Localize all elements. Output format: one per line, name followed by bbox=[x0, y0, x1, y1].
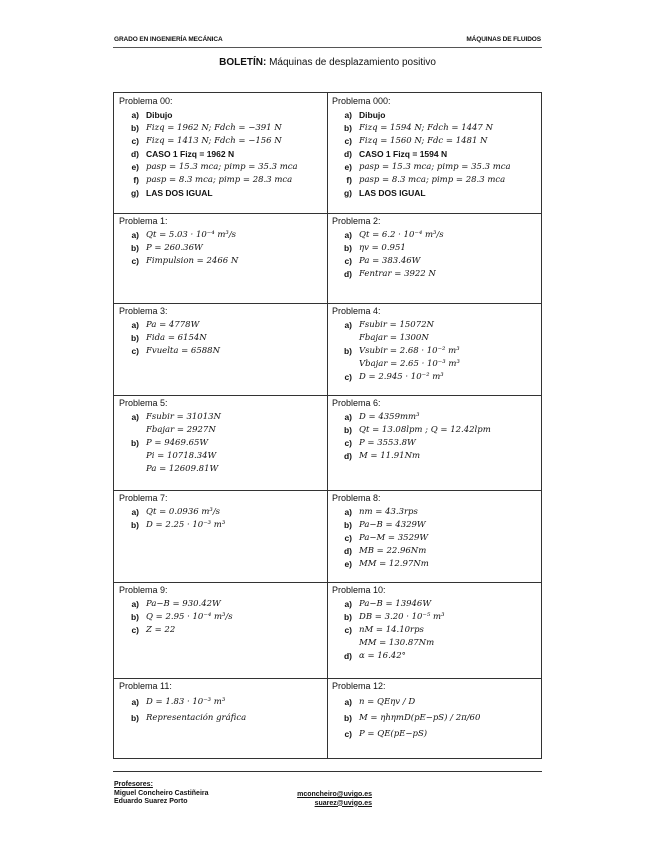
answer-value: Qt = 0.0936 m³/s bbox=[146, 507, 221, 517]
answer-value: Pi = 10718.34W bbox=[146, 451, 217, 461]
header-divider bbox=[113, 47, 542, 48]
answer-value: Qt = 13.08lpm ; Q = 12.42lpm bbox=[359, 425, 491, 435]
answer-value: Pa−M = 3529W bbox=[359, 533, 429, 543]
answer-value: Fvuelta = 6588N bbox=[146, 346, 221, 356]
answer-item bbox=[119, 450, 323, 463]
answer-value: Fbajar = 1300N bbox=[359, 333, 429, 343]
email-block bbox=[282, 791, 372, 808]
email-link[interactable]: suarez@uvigo.es bbox=[314, 799, 372, 807]
answer-item bbox=[332, 358, 537, 371]
answer-value: Vbajar = 2.65 · 10⁻³ m³ bbox=[359, 359, 460, 369]
answer-value: Pa = 12609.81W bbox=[146, 464, 219, 474]
answer-letter bbox=[119, 450, 146, 463]
answer-value: α = 16.42° bbox=[359, 651, 406, 661]
answer-value: Representación gráfica bbox=[146, 713, 247, 723]
answer-letter: a) bbox=[131, 320, 139, 330]
answer-letter: a) bbox=[131, 599, 139, 609]
answer-item bbox=[332, 694, 537, 710]
answer-item bbox=[119, 187, 323, 200]
answer-list bbox=[119, 694, 323, 726]
answer-item bbox=[119, 598, 323, 611]
problem-cell bbox=[114, 213, 327, 303]
answer-item bbox=[332, 650, 537, 663]
answer-item bbox=[332, 229, 537, 242]
answer-letter: c) bbox=[344, 729, 352, 739]
answer-item bbox=[119, 319, 323, 332]
answer-value: P = QE(pE−pS) bbox=[359, 729, 428, 739]
answer-list bbox=[119, 598, 323, 637]
answer-item bbox=[332, 109, 537, 122]
answer-list bbox=[332, 506, 537, 571]
professor-name: Eduardo Suarez Porto bbox=[114, 798, 188, 805]
answer-letter: a) bbox=[344, 230, 352, 240]
answer-value: Fizq = 1962 N; Fdch = −391 N bbox=[146, 123, 282, 133]
answer-value: Q = 2.95 · 10⁻⁴ m³/s bbox=[146, 612, 233, 622]
header-right: MÁQUINAS DE FLUIDOS bbox=[466, 36, 541, 43]
answer-value: Z = 22 bbox=[146, 625, 176, 635]
answer-letter: a) bbox=[344, 412, 352, 422]
answer-value: nM = 14.10rps bbox=[359, 625, 424, 635]
answer-value: Qt = 5.03 · 10⁻⁴ m³/s bbox=[146, 230, 237, 240]
answer-item bbox=[332, 319, 537, 332]
answer-value: D = 2.945 · 10⁻² m³ bbox=[359, 372, 444, 382]
answer-letter bbox=[332, 637, 359, 650]
answer-letter: a) bbox=[344, 697, 352, 707]
answer-item bbox=[332, 558, 537, 571]
answer-item bbox=[332, 268, 537, 281]
answer-letter: e) bbox=[344, 162, 352, 172]
answer-item bbox=[332, 506, 537, 519]
answer-list bbox=[332, 319, 537, 384]
answer-item bbox=[119, 694, 323, 710]
answer-letter: f) bbox=[346, 175, 352, 185]
answer-value: ηv = 0.951 bbox=[359, 243, 406, 253]
problem-title: Problema 3: bbox=[119, 306, 168, 316]
answer-letter: g) bbox=[343, 188, 352, 198]
problem-title: Problema 1: bbox=[119, 216, 168, 226]
problem-title: Problema 6: bbox=[332, 398, 381, 408]
answer-letter: b) bbox=[343, 713, 352, 723]
answer-letter: a) bbox=[344, 507, 352, 517]
answer-list bbox=[119, 109, 323, 200]
answer-letter: c) bbox=[131, 136, 139, 146]
answer-value: pasp = 15.3 mca; pimp = 35.3 mca bbox=[359, 162, 511, 172]
answer-letter: b) bbox=[130, 520, 139, 530]
answer-item bbox=[332, 624, 537, 637]
title-text: Máquinas de desplazamiento positivo bbox=[266, 57, 436, 68]
answer-letter: d) bbox=[130, 149, 139, 159]
answer-value: Fizq = 1560 N; Fdc = 1481 N bbox=[359, 136, 488, 146]
answer-item bbox=[332, 545, 537, 558]
answer-item bbox=[119, 710, 323, 726]
answer-letter: b) bbox=[343, 346, 352, 356]
answer-item bbox=[119, 624, 323, 637]
answer-letter bbox=[119, 463, 146, 476]
answer-letter: c) bbox=[344, 438, 352, 448]
answer-list bbox=[332, 411, 537, 463]
answer-item bbox=[119, 161, 323, 174]
answer-value: nm = 43.3rps bbox=[359, 507, 418, 517]
answer-value: Fida = 6154N bbox=[146, 333, 207, 343]
answer-letter: d) bbox=[343, 149, 352, 159]
answer-value: Qt = 6.2 · 10⁻⁴ m³/s bbox=[359, 230, 444, 240]
problems-table bbox=[113, 92, 542, 759]
answer-value: P = 3553.8W bbox=[359, 438, 416, 448]
answer-item bbox=[332, 710, 537, 726]
professor-name: Miguel Concheiro Castiñeira bbox=[114, 789, 209, 797]
problem-cell bbox=[327, 303, 541, 395]
email-link[interactable]: mconcheiro@uvigo.es bbox=[297, 791, 372, 798]
answer-value: n = QEηv / D bbox=[359, 697, 416, 707]
answer-letter: c) bbox=[344, 533, 352, 543]
answer-value: Pa−B = 13946W bbox=[359, 599, 432, 609]
answer-letter: a) bbox=[131, 110, 139, 120]
answer-item bbox=[119, 345, 323, 358]
answer-item bbox=[119, 463, 323, 476]
answer-item bbox=[119, 174, 323, 187]
answer-value: Fsubir = 15072N bbox=[359, 320, 434, 330]
answer-letter: c) bbox=[344, 256, 352, 266]
answer-item bbox=[119, 506, 323, 519]
answer-value: Fbajar = 2927N bbox=[146, 425, 216, 435]
answer-letter: g) bbox=[130, 188, 139, 198]
answer-value: Fsubir = 31013N bbox=[146, 412, 221, 422]
answer-value: Pa−B = 4329W bbox=[359, 520, 426, 530]
answer-letter: b) bbox=[130, 612, 139, 622]
answer-letter: b) bbox=[343, 425, 352, 435]
answer-value: M = ηhηmD(pE−pS) / 2π/60 bbox=[359, 713, 481, 723]
answer-item bbox=[332, 598, 537, 611]
answer-item bbox=[332, 345, 537, 358]
footer-divider bbox=[113, 771, 542, 772]
answer-item bbox=[119, 148, 323, 161]
answer-letter: a) bbox=[131, 507, 139, 517]
answer-item bbox=[332, 242, 537, 255]
answer-item bbox=[332, 637, 537, 650]
problem-title: Problema 11: bbox=[119, 681, 172, 691]
professors-label: Profesores: bbox=[114, 781, 153, 788]
answer-list bbox=[119, 411, 323, 476]
answer-value: Dibujo bbox=[146, 110, 173, 120]
answer-letter: d) bbox=[343, 546, 352, 556]
answer-letter: e) bbox=[131, 162, 139, 172]
answer-value: MM = 130.87Nm bbox=[359, 638, 435, 648]
problem-cell bbox=[114, 678, 327, 760]
answer-letter: a) bbox=[131, 412, 139, 422]
answer-value: Fimpulsion = 2466 N bbox=[146, 256, 239, 266]
answer-item bbox=[332, 148, 537, 161]
answer-item bbox=[119, 229, 323, 242]
problem-cell bbox=[327, 490, 541, 582]
problem-title: Problema 2: bbox=[332, 216, 381, 226]
answer-letter: a) bbox=[344, 320, 352, 330]
answer-value: LAS DOS IGUAL bbox=[359, 188, 426, 198]
answer-letter: b) bbox=[130, 123, 139, 133]
answer-list bbox=[332, 109, 537, 200]
answer-value: CASO 1 Fizq = 1962 N bbox=[146, 149, 235, 159]
answer-item bbox=[119, 122, 323, 135]
answer-letter: e) bbox=[344, 559, 352, 569]
answer-value: DB = 3.20 · 10⁻⁵ m³ bbox=[359, 612, 445, 622]
answer-value: Fentrar = 3922 N bbox=[359, 269, 436, 279]
answer-letter: b) bbox=[343, 243, 352, 253]
answer-letter: f) bbox=[133, 175, 139, 185]
answer-list bbox=[119, 229, 323, 268]
answer-item bbox=[119, 332, 323, 345]
problem-title: Problema 10: bbox=[332, 585, 386, 595]
answer-letter: b) bbox=[130, 438, 139, 448]
professors-block bbox=[114, 781, 209, 807]
answer-letter: b) bbox=[343, 612, 352, 622]
answer-letter: c) bbox=[344, 136, 352, 146]
header-left: GRADO EN INGENIERÍA MECÁNICA bbox=[114, 36, 223, 43]
answer-letter: b) bbox=[130, 713, 139, 723]
answer-value: Pa−B = 930.42W bbox=[146, 599, 221, 609]
problem-title: Problema 5: bbox=[119, 398, 168, 408]
answer-value: MM = 12.97Nm bbox=[359, 559, 429, 569]
answer-value: M = 11.91Nm bbox=[359, 451, 421, 461]
answer-letter: d) bbox=[343, 269, 352, 279]
answer-letter bbox=[332, 358, 359, 371]
problem-title: Problema 00: bbox=[119, 96, 173, 106]
problem-cell bbox=[327, 213, 541, 303]
answer-item bbox=[332, 726, 537, 742]
answer-value: pasp = 8.3 mca; pimp = 28.3 mca bbox=[359, 175, 506, 185]
answer-value: Fizq = 1594 N; Fdch = 1447 N bbox=[359, 123, 493, 133]
answer-letter bbox=[119, 424, 146, 437]
answer-value: Vsubir = 2.68 · 10⁻² m³ bbox=[359, 346, 460, 356]
answer-value: pasp = 8.3 mca; pimp = 28.3 mca bbox=[146, 175, 293, 185]
problem-title: Problema 8: bbox=[332, 493, 381, 503]
answer-value: D = 1.83 · 10⁻³ m³ bbox=[146, 697, 226, 707]
answer-value: Pa = 383.46W bbox=[359, 256, 421, 266]
answer-item bbox=[332, 332, 537, 345]
answer-letter: d) bbox=[343, 451, 352, 461]
answer-item bbox=[119, 424, 323, 437]
answer-item bbox=[119, 519, 323, 532]
answer-item bbox=[332, 424, 537, 437]
answer-list bbox=[119, 506, 323, 532]
answer-value: P = 9469.65W bbox=[146, 438, 209, 448]
problem-title: Problema 7: bbox=[119, 493, 168, 503]
answer-item bbox=[332, 255, 537, 268]
answer-value: D = 2.25 · 10⁻³ m³ bbox=[146, 520, 226, 530]
answer-item bbox=[332, 174, 537, 187]
answer-item bbox=[119, 411, 323, 424]
answer-letter: a) bbox=[131, 230, 139, 240]
answer-item bbox=[119, 255, 323, 268]
answer-item bbox=[119, 135, 323, 148]
problem-title: Problema 000: bbox=[332, 96, 391, 106]
answer-letter: a) bbox=[131, 697, 139, 707]
answer-letter: d) bbox=[343, 651, 352, 661]
answer-item bbox=[332, 122, 537, 135]
answer-item bbox=[119, 437, 323, 450]
answer-value: LAS DOS IGUAL bbox=[146, 188, 213, 198]
answer-item bbox=[332, 135, 537, 148]
problem-cell bbox=[114, 93, 327, 213]
problem-title: Problema 12: bbox=[332, 681, 386, 691]
answer-letter: b) bbox=[130, 333, 139, 343]
problem-cell bbox=[114, 490, 327, 582]
answer-value: Fizq = 1413 N; Fdch = −156 N bbox=[146, 136, 282, 146]
answer-value: Pa = 4778W bbox=[146, 320, 200, 330]
answer-letter: c) bbox=[344, 625, 352, 635]
answer-letter bbox=[332, 332, 359, 345]
answer-letter: b) bbox=[343, 520, 352, 530]
answer-value: D = 4359mm³ bbox=[359, 412, 420, 422]
answer-letter: b) bbox=[343, 123, 352, 133]
title-bold: BOLETÍN: bbox=[219, 57, 267, 68]
problem-cell bbox=[327, 93, 541, 213]
answer-list bbox=[332, 598, 537, 663]
problem-title: Problema 4: bbox=[332, 306, 381, 316]
answer-item bbox=[332, 611, 537, 624]
answer-value: MB = 22.96Nm bbox=[359, 546, 427, 556]
answer-item bbox=[119, 611, 323, 624]
answer-item bbox=[332, 411, 537, 424]
answer-item bbox=[119, 242, 323, 255]
answer-letter: a) bbox=[344, 599, 352, 609]
problem-cell bbox=[327, 582, 541, 678]
answer-item bbox=[332, 450, 537, 463]
answer-item bbox=[332, 187, 537, 200]
answer-letter: a) bbox=[344, 110, 352, 120]
problem-cell bbox=[114, 395, 327, 490]
answer-letter: b) bbox=[130, 243, 139, 253]
answer-list bbox=[332, 694, 537, 742]
answer-value: P = 260.36W bbox=[146, 243, 203, 253]
answer-letter: c) bbox=[131, 256, 139, 266]
problem-cell bbox=[114, 303, 327, 395]
answer-letter: c) bbox=[131, 625, 139, 635]
answer-item bbox=[332, 161, 537, 174]
answer-letter: c) bbox=[344, 372, 352, 382]
problem-cell bbox=[327, 678, 541, 760]
answer-item bbox=[119, 109, 323, 122]
answer-value: Dibujo bbox=[359, 110, 386, 120]
answer-value: CASO 1 Fizq = 1594 N bbox=[359, 149, 448, 159]
answer-value: pasp = 15.3 mca; pimp = 35.3 mca bbox=[146, 162, 298, 172]
problem-cell bbox=[327, 395, 541, 490]
answer-list bbox=[119, 319, 323, 358]
document-title bbox=[0, 57, 655, 68]
answer-item bbox=[332, 437, 537, 450]
problem-title: Problema 9: bbox=[119, 585, 168, 595]
answer-item bbox=[332, 371, 537, 384]
problem-cell bbox=[114, 582, 327, 678]
answer-letter: c) bbox=[131, 346, 139, 356]
answer-list bbox=[332, 229, 537, 281]
answer-item bbox=[332, 519, 537, 532]
answer-item bbox=[332, 532, 537, 545]
